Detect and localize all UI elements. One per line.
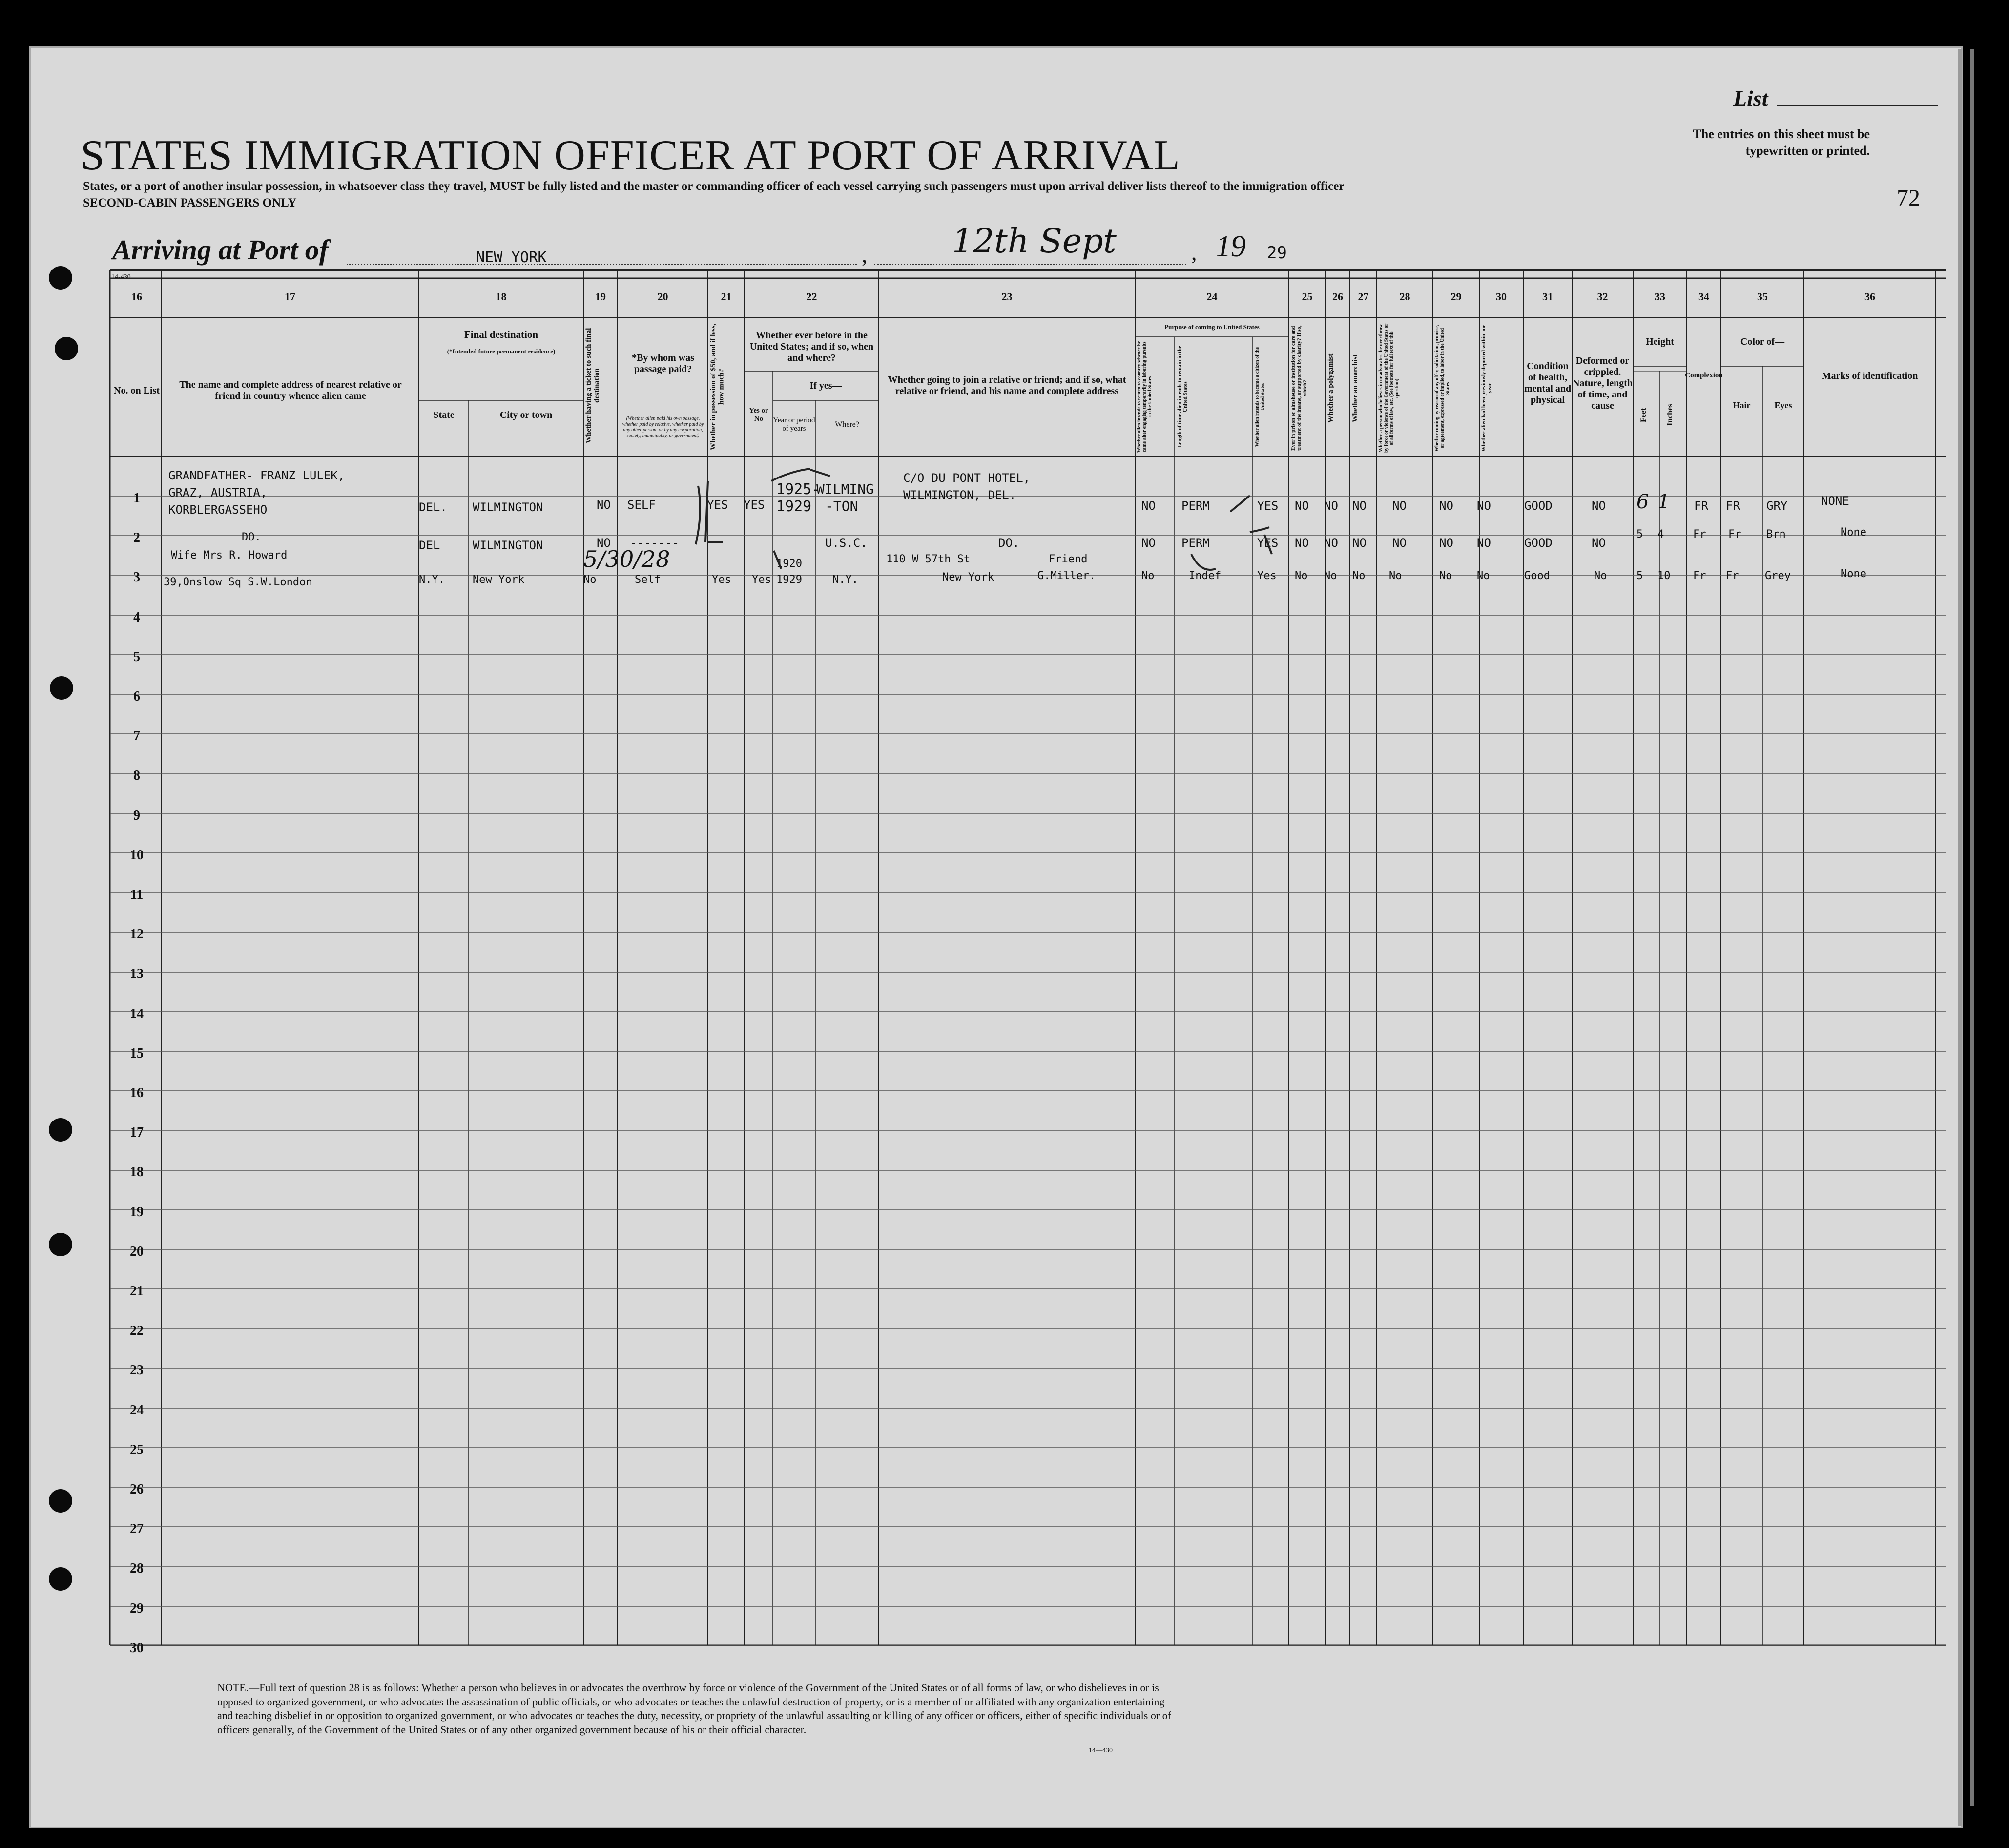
r3-return: No [1141,570,1155,582]
list-label: List [1733,86,1768,111]
row-number: 22 [130,1323,144,1338]
row-number: 30 [130,1640,144,1656]
r3-contract: No [1439,570,1452,582]
col-18-city: City or town [499,409,553,420]
col-30-number: 30 [1496,291,1507,303]
col-24-citizen: Whether alien intends to become a citizen of the United States [1255,347,1265,447]
r1-state: DEL. [419,500,447,514]
r2-health: GOOD [1524,536,1553,550]
r3-fifty: Yes [712,574,731,586]
r3-hair: Fr [1726,570,1739,582]
row-number: 23 [130,1363,144,1378]
row-number: 18 [130,1164,144,1180]
r2-hair: Fr [1728,528,1741,540]
r3-polygamist: No [1324,570,1337,582]
col-24-length: Length of time alien intends to remain in the United States [1177,346,1189,448]
r2-where: U.S.C. [825,536,868,550]
col-25-number: 25 [1302,291,1313,303]
col-23-number: 23 [1001,291,1013,303]
r3-feet: 5 [1636,570,1643,582]
col-31-header: Condition of health, mental and physical [1524,361,1572,405]
r1-before: YES [744,498,765,512]
r1-citizen: YES [1257,499,1279,513]
row-number: 25 [130,1442,144,1457]
r1-join: WILMINGTON, DEL. [903,488,1016,502]
row-number: 7 [133,728,140,744]
arrival-date: 12th Sept [952,222,1117,261]
r1-relative: KORBLERGASSEHO [168,503,268,517]
r3-where: N.Y. [832,574,858,586]
r3-join: 110 W 57th St [886,553,971,565]
col-19-header: Whether having a ticket to such final destination [585,328,601,444]
r2-length: PERM [1181,536,1210,550]
col-22-number: 22 [806,291,817,303]
r2-eyes: Brn [1766,528,1786,540]
r1-eyes: GRY [1766,499,1788,513]
col-22-year: Year or period of years [773,416,815,433]
col-22-yesno: Yes or No [749,406,768,423]
r1-city: WILMINGTON [473,500,543,514]
row-number: 8 [133,768,140,783]
r1-fifty: YES [707,498,728,512]
r2-state: DEL [419,539,440,552]
col-22-header: Whether ever before in the United States; and if so, when and where? [749,330,874,363]
r2-inches: 4 [1657,528,1664,540]
r1-complexion: FR [1694,499,1708,513]
col-24-number: 24 [1206,291,1218,303]
row-number: 19 [130,1204,144,1220]
r2-relative: DO. [242,531,261,543]
r2-ticket: NO [597,536,611,550]
col-31-number: 31 [1542,291,1553,303]
r1-marks: NONE [1821,494,1849,508]
col-24-header: Purpose of coming to United States [1164,323,1260,331]
r1-contract: NO [1439,499,1453,513]
r1-overthrow: NO [1392,499,1407,513]
col-36-number: 36 [1864,291,1875,303]
col-23-header: Whether going to join a relative or friend; and if so, what relative or friend, and his name and complete address [888,374,1126,396]
r2-prison: NO [1295,536,1309,550]
row-number: 15 [130,1046,144,1061]
r2-citizen: YES [1257,536,1279,550]
row-number: 21 [130,1284,144,1299]
r3-citizen: Yes [1257,570,1277,582]
r2-complexion: Fr [1693,528,1706,540]
r3-deported: No [1477,570,1490,582]
r1-relative: GRAZ, AUSTRIA, [168,486,268,499]
col-25-header: Ever in prison or almshouse or institution for care and treatment of the insane, or supported by charity? If so, which? [1290,325,1308,451]
r1-paid-by: SELF [627,498,656,512]
sheet-number: 72 [1897,185,1920,211]
col-18-state: State [433,409,455,420]
entries-note: The entries on this sheet must be typewritten or printed. [1693,127,1870,158]
col-35-number: 35 [1757,291,1768,303]
year-prefix: 19 [1216,230,1246,263]
row-number: 6 [133,689,140,704]
r3-inches: 10 [1657,570,1671,582]
r3-relative: 39,Onslow Sq S.W.London [164,576,312,588]
row-number: 5 [133,649,140,664]
row-number: 11 [130,887,144,902]
r3-prison: No [1295,570,1308,582]
r2-feet: 5 [1636,528,1643,540]
r1-where: WILMING [816,481,874,497]
r3-deformed: No [1594,570,1607,582]
r2-join: DO. [998,536,1020,550]
r3-state: N.Y. [419,574,445,586]
row-number: 17 [130,1125,144,1140]
r2-polygamist: NO [1324,536,1338,550]
col-20-header: *By whom was passage paid? [632,353,694,374]
r3-join-rel: G.Miller. [1037,570,1096,582]
col-22-ifyes: If yes— [809,380,842,391]
row-number: 29 [130,1601,144,1616]
r2-city: WILMINGTON [473,539,543,552]
handwritten-annotation: 5/30/28 [583,546,670,572]
col-36-header: Marks of identification [1822,370,1918,381]
r1-polygamist: NO [1324,499,1338,513]
r2-contract: NO [1439,536,1453,550]
row-number: 26 [130,1482,144,1497]
r2-anarchist: NO [1352,536,1367,550]
col-33-feet: Feet [1639,408,1648,422]
col-34-number: 34 [1698,291,1709,303]
row-number: 24 [130,1403,144,1418]
row-number: 20 [130,1244,144,1259]
col-16-header: No. on List [114,385,160,396]
row-number: 16 [130,1085,144,1100]
row-number: 1 [133,491,140,506]
r2-marks: None [1841,526,1866,539]
form-number: 14-430 [111,273,131,281]
row-number: 9 [133,808,140,823]
r3-relative: Wife Mrs R. Howard [171,549,288,561]
r3-paid-by: Self [635,574,661,586]
col-18-header: Final destination [464,328,538,340]
r3-anarchist: No [1352,570,1366,582]
footnote-form-number: 14—430 [1089,1747,1113,1754]
r1-health: GOOD [1524,499,1553,513]
col-21-number: 21 [721,291,732,303]
r3-eyes: Grey [1765,570,1791,582]
comma: , [1191,240,1197,265]
r1-deformed: NO [1592,499,1606,513]
col-26-header: Whether a polygamist [1327,353,1335,423]
r3-complexion: Fr [1693,570,1706,582]
r3-ticket: No [583,574,597,586]
port-value: NEW YORK [476,249,547,266]
row-number: 28 [130,1561,144,1576]
r3-overthrow: No [1389,570,1402,582]
col-17-header: The name and complete address of nearest relative or friend in country whence alien came [179,379,402,401]
r1-anarchist: NO [1352,499,1367,513]
col-27-number: 27 [1358,291,1369,303]
col-34-header: Complexion [1685,372,1723,380]
page-title: STATES IMMIGRATION OFFICER AT PORT OF ARRIVAL [81,132,1181,179]
r3-marks: None [1841,568,1866,580]
col-33-inches: Inches [1666,404,1674,426]
r3-health: Good [1524,570,1550,582]
row-number: 10 [130,848,144,863]
col-27-header: Whether an anarchist [1351,354,1359,422]
row-number: 2 [133,530,140,545]
col-35-hair: Hair [1733,400,1751,410]
r1-prison: NO [1295,499,1309,513]
r3-city: New York [473,574,524,586]
r3-years: 1929 [776,574,802,586]
col-16-number: 16 [131,291,142,303]
r2-deformed: NO [1592,536,1606,550]
r2-paid-by: ------- [630,536,680,550]
passenger-class: SECOND-CABIN PASSENGERS ONLY [83,196,297,209]
r1-relative: GRANDFATHER- FRANZ LULEK, [168,469,345,482]
arriving-label: Arriving at Port of [112,234,329,266]
col-19-number: 19 [595,291,606,303]
r1-return: NO [1141,499,1156,513]
r1-years: 1925- [776,481,821,498]
r1-deported: NO [1477,499,1491,513]
col-33-number: 33 [1655,291,1665,303]
col-26-number: 26 [1332,291,1343,303]
comma: , [862,242,868,267]
r1-feet: 6 [1636,491,1649,513]
r1-where: -TON [825,498,858,514]
col-32-header: Deformed or crippled. Nature, length of time, and cause [1573,355,1633,411]
r3-join: New York [942,571,994,583]
r1-inches: 1 [1657,491,1670,513]
r3-before: Yes [752,574,771,586]
col-22-where: Where? [835,420,859,429]
r3-join-rel: Friend [1049,553,1088,565]
col-18-number: 18 [496,291,507,303]
col-35-header: Color of— [1740,336,1785,347]
col-28-header: Whether a person who believes in or advocates the overthrow by force or violence of the Government of the United States or of all forms of law, etc. (See footnote for full text of this question) [1378,323,1400,453]
col-21-header: Whether in possession of $50, and if less, how much? [709,323,725,451]
row-number: 14 [130,1006,144,1021]
col-29-number: 29 [1450,291,1462,303]
row-number: 12 [130,927,144,942]
footnote: NOTE.—Full text of question 28 is as follows: Whether a person who believes in or advocates the overthrow by force or violence of the Government of the United States or of all forms of law, or who disbelieves in or is opposed to organized government, or who advocates the assassination of public officials, or who advocates or teaches the unlawful destruction of property, or is a member of or affiliated with any organization entertaining and teaching disbelief in or opposition to organized government, or who advocates or teaches the duty, necessity, or propriety of the unlawful assaulting or killing of any officer or officers, either of specific individuals or of officers generally, of the Government of the United States or of any other organized government because of his or their official character. [217,1682,1171,1736]
col-20-subheader: (Whether alien paid his own passage, whether paid by relative, whether paid by any other person, or by any corporation, society, municipality, or government) [622,416,704,438]
col-32-number: 32 [1597,291,1608,303]
col-28-number: 28 [1399,291,1410,303]
col-29-header: Whether coming by reason of any offer, solicitation, promise, or agreement, expressed or implied, to labor in the United States [1434,325,1450,452]
col-17-number: 17 [285,291,295,303]
instructions: States, or a port of another insular possession, in whatsoever class they travel, MUST be fully listed and the master or commanding officer of each vessel carrying such passengers must upon arrival deliver lists thereof to the immigration officer [83,180,1345,193]
row-number: 4 [133,610,140,625]
year-suffix: 29 [1267,243,1287,263]
r2-deported: NO [1477,536,1491,550]
r3-years: 1920 [776,558,802,570]
r1-length: PERM [1181,499,1210,513]
col-24-return: Whether alien intends to return to country whence he came after engaging temporarily in laboring pursuits in the United States [1137,341,1153,453]
r2-overthrow: NO [1392,536,1407,550]
r2-return: NO [1141,536,1156,550]
row-number: 13 [130,966,144,981]
row-number: 3 [133,570,140,585]
r1-join: C/O DU PONT HOTEL, [903,471,1031,485]
r1-years: 1929 [776,498,812,515]
col-30-header: Whether alien had been previously deported within one year [1481,324,1493,452]
r1-ticket: NO [597,498,611,512]
col-33-header: Height [1646,336,1674,347]
row-number: 27 [130,1521,144,1537]
r3-length: Indef [1189,570,1222,582]
col-35-eyes: Eyes [1774,400,1792,410]
col-18-subheader: (*Intended future permanent residence) [447,347,556,355]
r1-hair: FR [1726,499,1740,513]
col-20-number: 20 [657,291,668,303]
